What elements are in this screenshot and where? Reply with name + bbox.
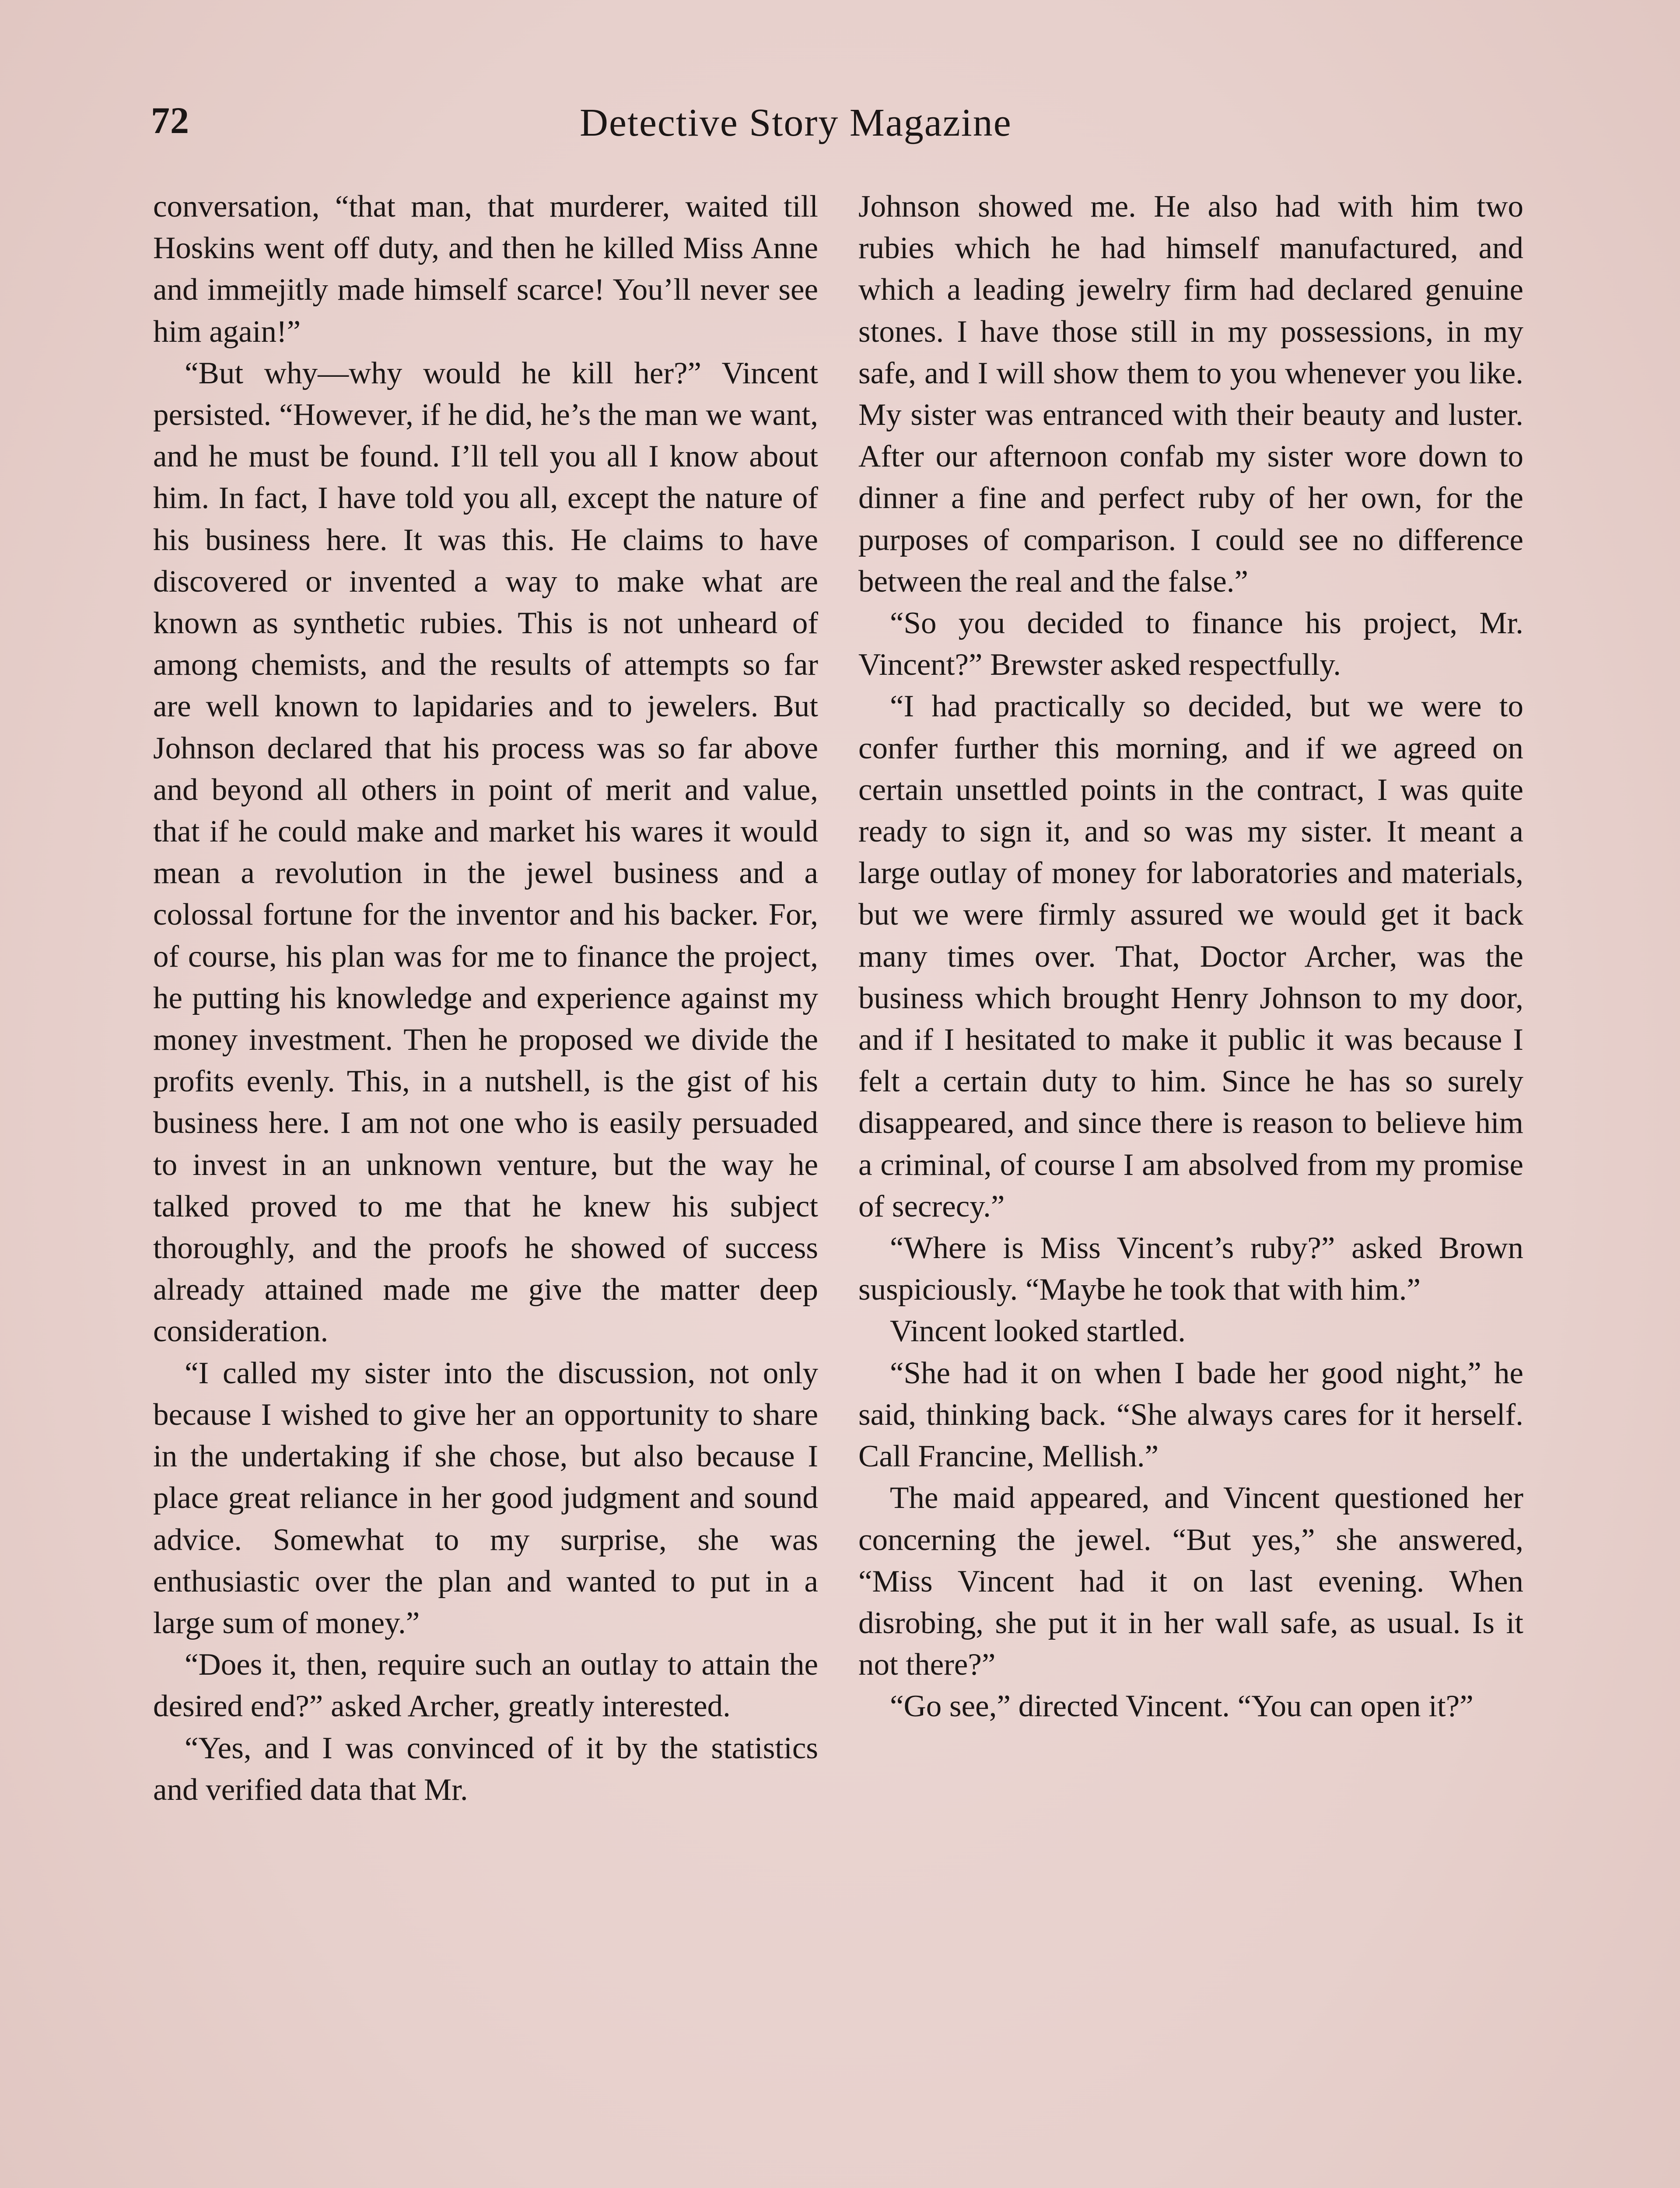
paragraph: “Where is Miss Vincent’s ruby?” asked Brown suspiciously. “Maybe he took that with him.” — [858, 1231, 1523, 1307]
right-column — [858, 186, 1523, 1728]
paragraph: “I called my sister into the discussion, not only because I wished to give her an opportunity to share in the undertaking if she chose, but also because I place great reliance in her good judgment and sound advice. Somewhat to my surprise, she was enthusiastic over the plan and wanted to put in a large sum of money.” — [153, 1356, 818, 1640]
paragraph: “I had practically so decided, but we were to confer further this morning, and if we agreed on certain unsettled points in the contract, I was quite ready to sign it, and so was my sister. It meant a large outlay of money for laboratories and materials, but we were firmly assured we would get it back many times over. That, Doctor Archer, was the business which brought Henry Johnson to my door, and if I hesitated to make it public it was because I felt a certain duty to him. Since he has so surely disappeared, and since there is reason to believe him a criminal, of course I am absolved from my promise of secrecy.” — [858, 689, 1523, 1224]
paragraph: Vincent looked startled. — [890, 1314, 1186, 1349]
magazine-title: Detective Story Magazine — [580, 101, 1012, 144]
paragraph: “Yes, and I was convinced of it by the statistics and verified data that Mr. — [153, 1731, 818, 1807]
paragraph: “Go see,” directed Vincent. “You can open it?” — [890, 1689, 1474, 1724]
paragraph: The maid appeared, and Vincent questioned her concerning the jewel. “But yes,” she answered, “Miss Vincent had it on last evening. When disrobing, she put it in her wall safe, as usual. Is it not there?” — [858, 1481, 1523, 1682]
paragraph: “Does it, then, require such an outlay to attain the desired end?” asked Archer, greatly interested. — [153, 1648, 818, 1724]
paragraph: “So you decided to finance his project, Mr. Vincent?” Brewster asked respectfully. — [858, 606, 1523, 682]
page-number: 72 — [151, 99, 189, 141]
paragraph: “But why—why would he kill her?” Vincent persisted. “However, if he did, he’s the man we want, and he must be found. I’ll tell you all I know about him. In fact, I have told you all, except the nature of his business here. It was this. He claims to have discovered or invented a way to make what are known as synthetic rubies. This is not unheard of among chemists, and the results of attempts so far are well known to lapidaries and to jewelers. But Johnson declared that his process was so far above and beyond all others in point of merit and value, that if he could make and market his wares it would mean a revolution in the jewel business and a colossal fortune for the inventor and his backer. For, of course, his plan was for me to finance the project, he putting his knowledge and experience against my money investment. Then he proposed we divide the profits evenly. This, in a nutshell, is the gist of his business here. I am not one who is easily persuaded to invest in an unknown venture, but the way he talked proved to me that he knew his subject thoroughly, and the proofs he showed of success already attained made me give the matter deep consideration. — [153, 356, 818, 1349]
left-column — [153, 186, 818, 1811]
paragraph: conversation, “that man, that murderer, waited till Hoskins went off duty, and then he killed Miss Anne and immejitly made himself scarce! You’ll never see him again!” — [153, 189, 818, 349]
page-header — [151, 94, 1525, 160]
paragraph: “She had it on when I bade her good night,” he said, thinking back. “She always cares for it herself. Call Francine, Mellish.” — [858, 1356, 1523, 1474]
paragraph: Johnson showed me. He also had with him two rubies which he had himself manufactured, and which a leading jewelry firm had declared genuine stones. I have those still in my possessions, in my safe, and I will show them to you whenever you like. My sister was entranced with their beauty and luster. After our afternoon confab my sister wore down to dinner a fine and perfect ruby of her own, for the purposes of comparison. I could see no difference between the real and the false.” — [858, 189, 1523, 599]
